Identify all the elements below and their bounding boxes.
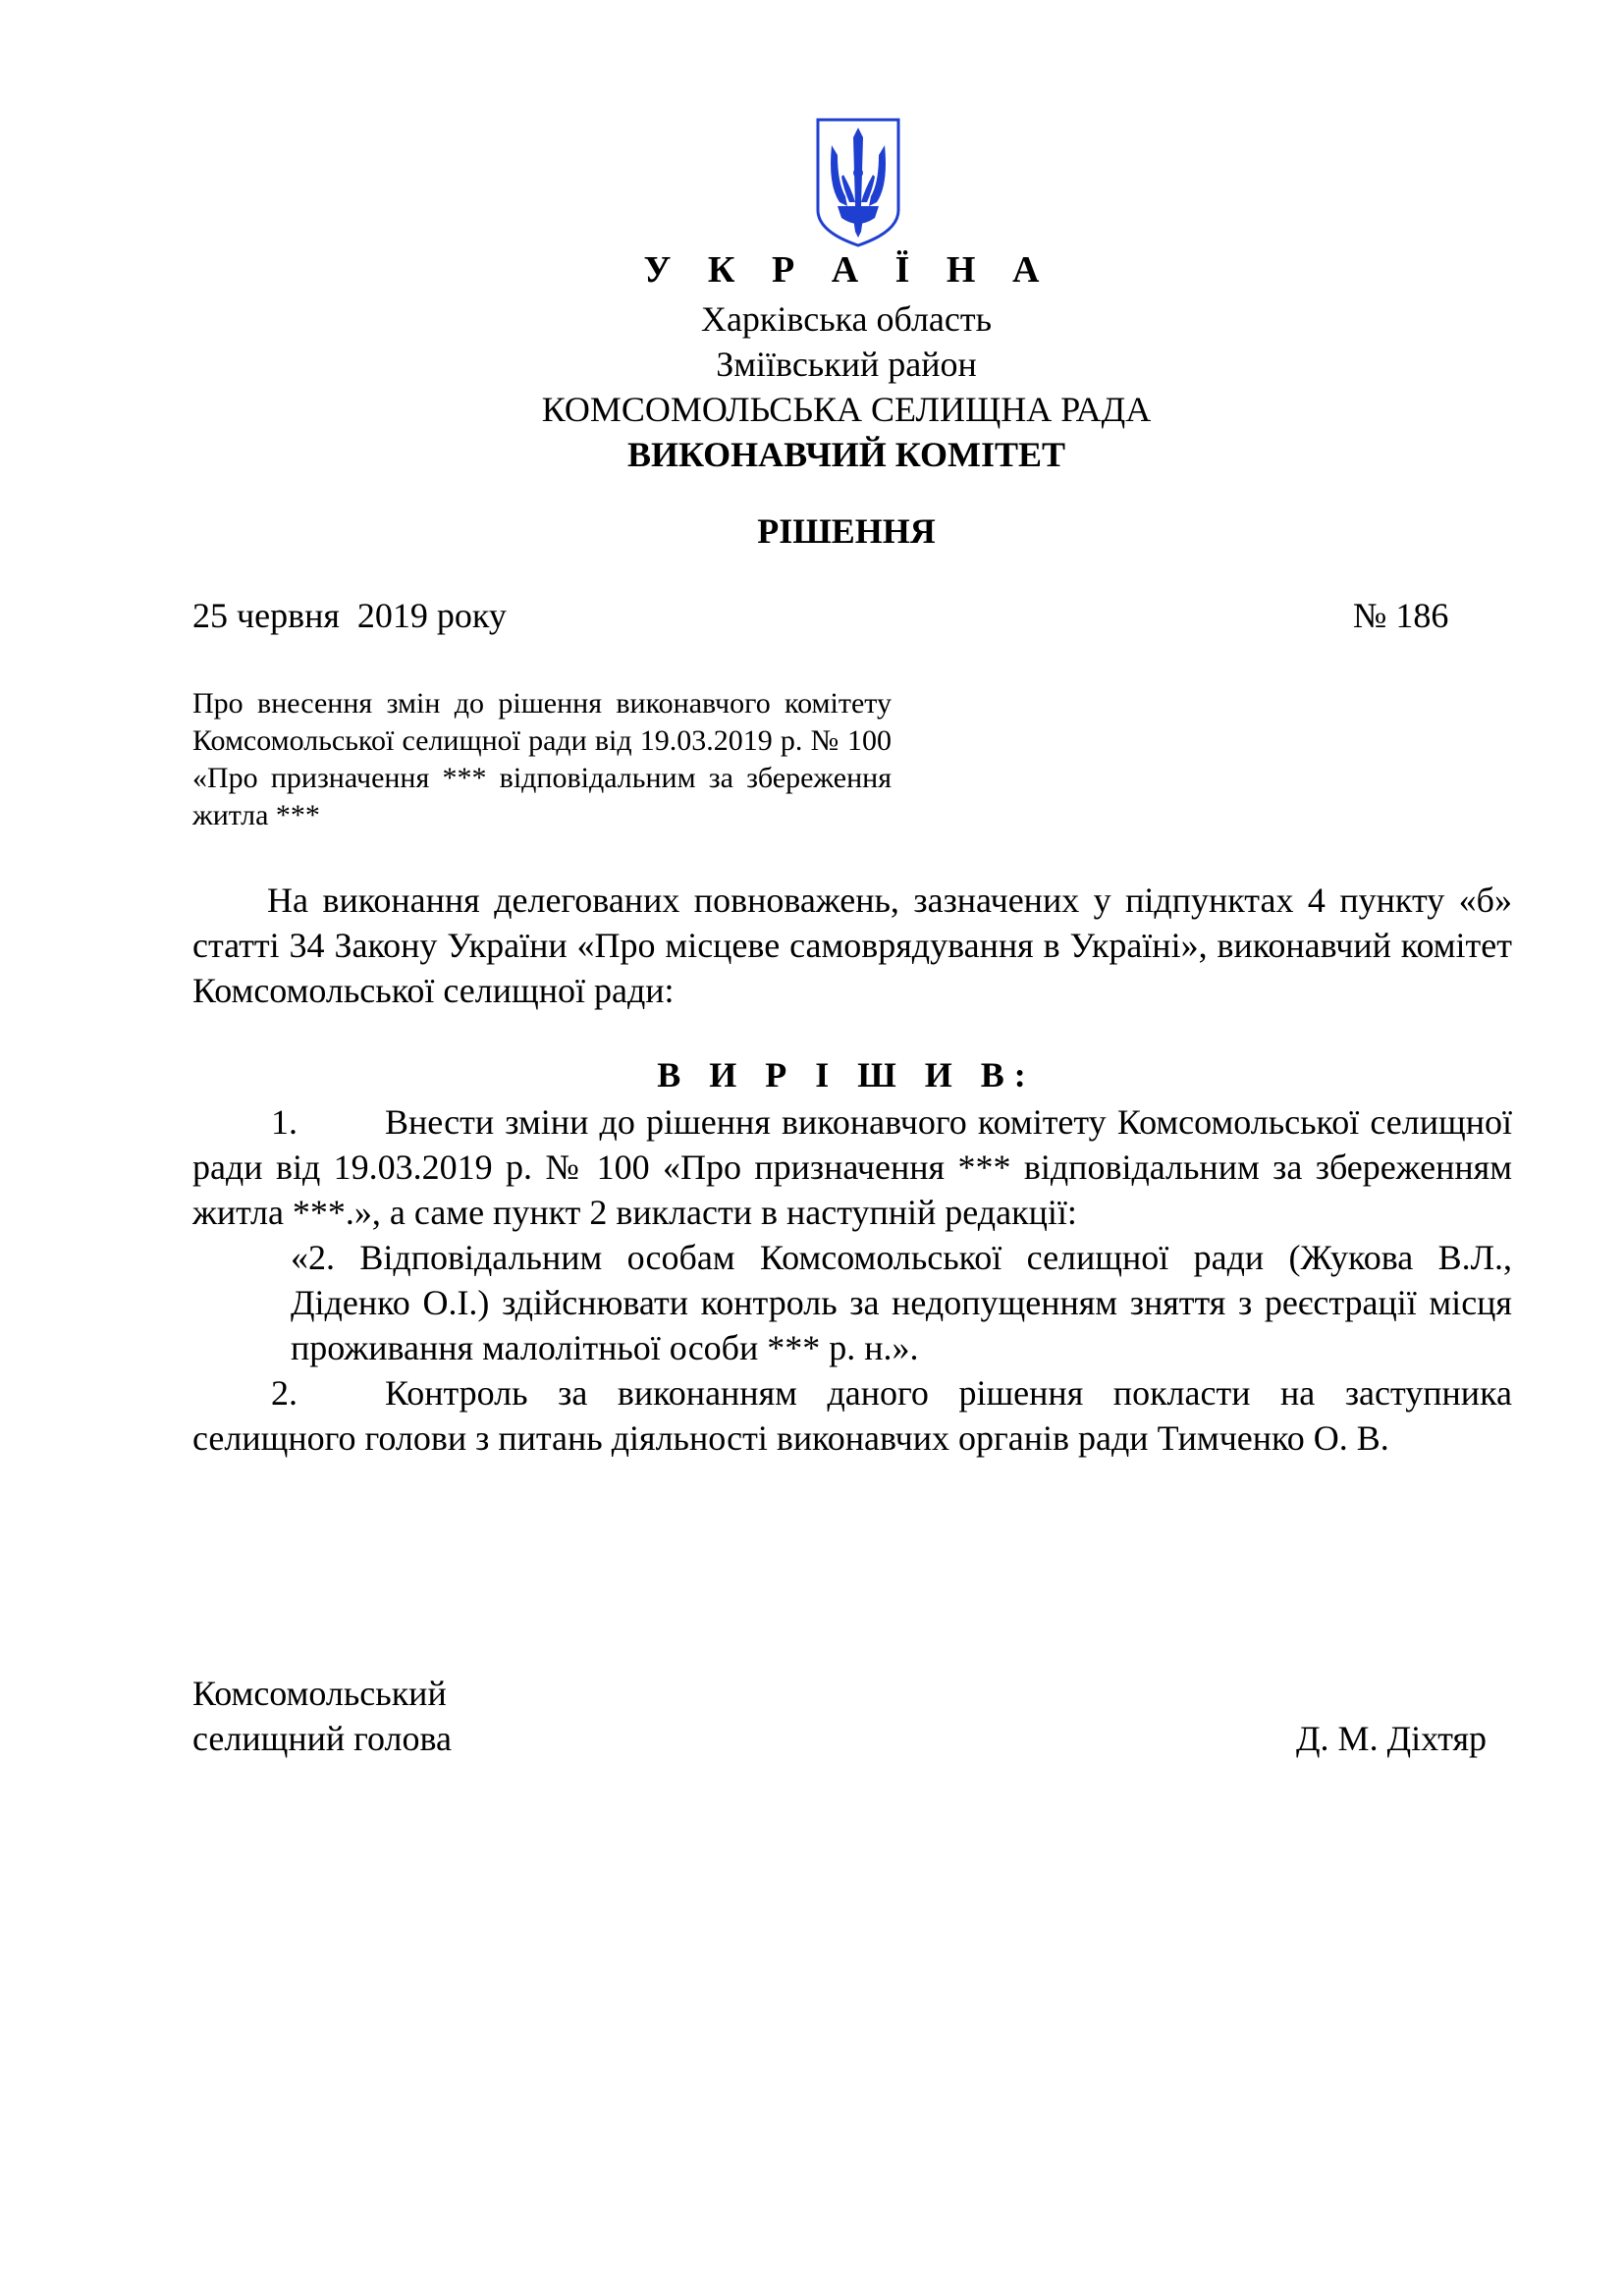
document-header (0, 243, 1624, 477)
item-text: Внести зміни до рішення виконавчого комітету Комсомольської селищної ради від 19.03.2019 р. № 100 «Про призначення *** відповідальним за збереженням житла ***.», а саме пункт 2 викласти в наступній редакції: (192, 1102, 1512, 1232)
document-number: № 186 (1353, 596, 1449, 635)
document-subject: Про внесення змін до рішення виконавчого комітету Комсомольської селищної ради від 19.03.2019 р. № 100 «Про призначення *** відповідальним за збереження житла *** (192, 687, 892, 831)
trident-coat-of-arms-icon (814, 116, 902, 249)
quoted-paragraph: «2. Відповідальним особам Комсомольської селищної ради (Жукова В.Л., Діденко О.І.) здійснювати контроль за недопущенням зняття з реєстрації місця проживання малолітньої особи *** р. н.». (291, 1238, 1512, 1367)
region-line: Харківська область (700, 299, 993, 339)
district-line: Зміївський район (716, 345, 977, 384)
item-text: Контроль за виконанням даного рішення покласти на заступника селищного голови з питань діяльності виконавчих органів ради Тимченко О. В. (192, 1373, 1512, 1458)
signatory-title-line2: селищний голова (192, 1719, 453, 1758)
resolve-heading: В И Р І Ш И В: (657, 1055, 1036, 1095)
signatory-title-line1: Комсомольський (192, 1674, 447, 1713)
item-number: 2. (271, 1373, 298, 1413)
committee-line: ВИКОНАВЧИЙ КОМІТЕТ (626, 435, 1066, 474)
document-date: 25 червня 2019 року (192, 596, 507, 635)
signatory-title (192, 1671, 452, 1761)
preamble-paragraph: На виконання делегованих повноважень, зазначених у підпунктах 4 пункту «б» статті 34 Закону України «Про місцеве самоврядування в Україні», виконавчий комітет Комсомольської селищної ради: (192, 881, 1512, 1010)
list-item (192, 1370, 1512, 1461)
country-heading: У К Р А Ї Н А (643, 249, 1054, 291)
document-title: РІШЕННЯ (757, 511, 936, 551)
signatory-name: Д. М. Діхтяр (1296, 1719, 1488, 1758)
item-number: 1. (271, 1102, 298, 1142)
council-line: КОМСОМОЛЬСЬКА СЕЛИЩНА РАДА (541, 390, 1152, 429)
list-item (192, 1099, 1512, 1235)
